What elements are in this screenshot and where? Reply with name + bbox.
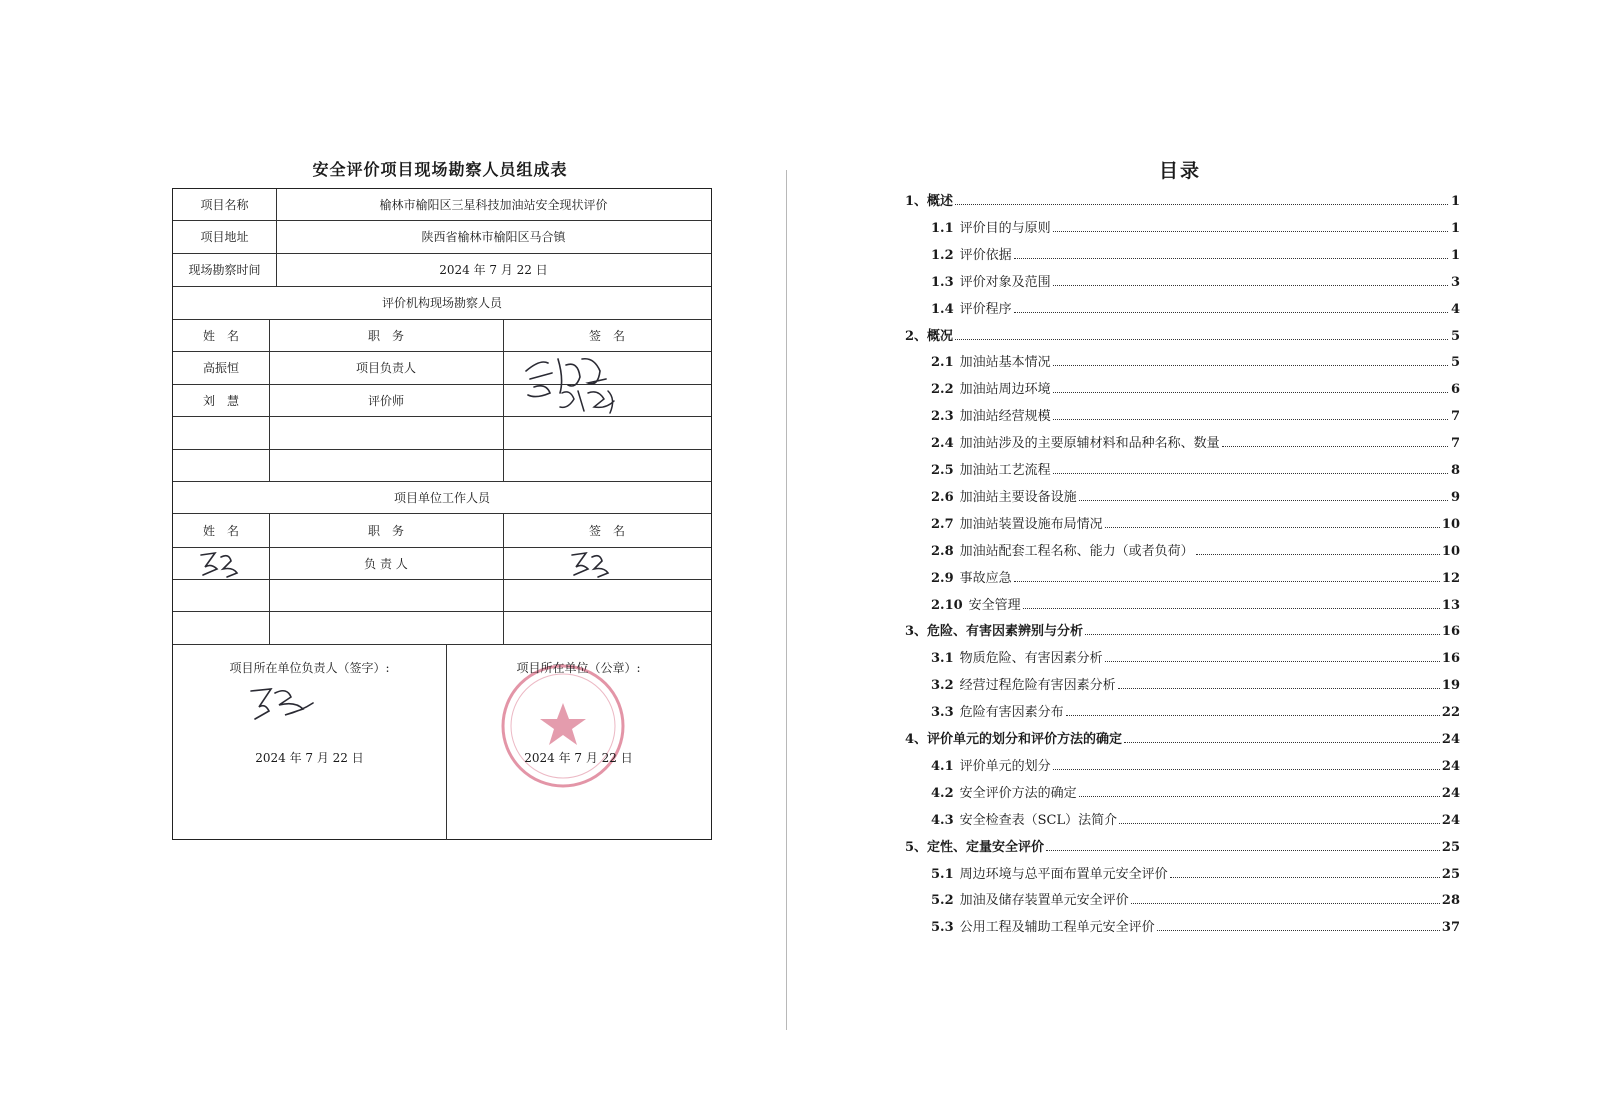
toc-entry-title: 危险、有害因素辨别与分析 <box>927 624 1084 640</box>
toc-entry-number: 5、 <box>905 839 928 855</box>
toc-entry[interactable] <box>931 512 1460 532</box>
toc-entry-page: 6 <box>1450 382 1460 398</box>
toc-dot-leader <box>1046 850 1440 851</box>
toc-entry-title: 加油站工艺流程 <box>959 463 1051 478</box>
toc-entry[interactable] <box>905 727 1460 747</box>
project-name-label: 项目名称 <box>200 198 249 212</box>
toc-entry[interactable] <box>905 324 1460 344</box>
toc-entry[interactable] <box>931 566 1460 586</box>
toc-dot-leader <box>1105 661 1440 662</box>
toc-entry[interactable] <box>931 485 1460 505</box>
toc-entry-page: 24 <box>1441 732 1460 747</box>
project-name-value: 榆林市榆阳区三星科技加油站安全现状评价 <box>379 198 608 212</box>
toc-dot-leader <box>955 339 1448 340</box>
company-seal-stamp <box>498 661 628 791</box>
toc-entry-page: 37 <box>1441 920 1460 936</box>
toc-entry-page: 7 <box>1450 409 1460 425</box>
toc-entry-page: 12 <box>1441 570 1460 586</box>
toc-entry-number: 2.2 <box>931 382 954 398</box>
toc-entry-number: 5.1 <box>931 866 954 882</box>
toc-entry-page: 1 <box>1450 194 1460 209</box>
survey-time-value: 2024 年 7 月 22 日 <box>439 263 548 277</box>
toc-dot-leader <box>1014 258 1448 259</box>
toc-dot-leader <box>1053 365 1448 366</box>
toc-entry[interactable] <box>905 835 1460 855</box>
toc-entry-title: 评价单元的划分和评价方法的确定 <box>927 732 1123 747</box>
toc-entry-page: 10 <box>1441 543 1460 559</box>
toc-entry[interactable] <box>931 404 1460 424</box>
unit-section-heading: 项目单位工作人员 <box>393 490 490 505</box>
toc-entry[interactable] <box>905 619 1460 639</box>
toc-dot-leader <box>1118 688 1440 689</box>
unit-col-sign-header: 签 名 <box>588 523 625 538</box>
toc-entry-title: 评价单元的划分 <box>959 758 1051 774</box>
toc-entry-title: 加油站主要设备设施 <box>959 489 1077 505</box>
survey-personnel-form <box>172 188 712 840</box>
page-spine <box>786 170 787 1030</box>
toc-entry-number: 4.1 <box>931 758 954 774</box>
toc-entry-title: 周边环境与总平面布置单元安全评价 <box>959 866 1168 882</box>
toc-entry-title: 加油站配套工程名称、能力（或者负荷） <box>959 543 1194 559</box>
toc-entry-page: 24 <box>1441 758 1460 774</box>
toc-entry-number: 1.4 <box>931 301 954 317</box>
toc-entry-page: 1 <box>1450 247 1460 263</box>
toc-entry[interactable] <box>931 888 1460 908</box>
unit-seal-date: 2024 年 7 月 22 日 <box>524 750 633 765</box>
toc-dot-leader <box>1053 419 1448 420</box>
toc-dot-leader <box>1105 527 1440 528</box>
toc-entry[interactable] <box>931 377 1460 397</box>
toc-entry[interactable] <box>931 539 1460 559</box>
toc-entry-page: 1 <box>1450 220 1460 236</box>
toc-entry-title: 定性、定量安全评价 <box>927 839 1045 855</box>
col-duty-header: 职 务 <box>367 328 404 343</box>
toc-entry-title: 评价程序 <box>959 301 1012 317</box>
toc-entry-number: 5.2 <box>931 893 954 909</box>
toc-entry[interactable] <box>931 593 1460 613</box>
toc-dot-leader <box>1157 930 1440 931</box>
agency-staff-duty: 评价师 <box>367 393 404 408</box>
toc-entry-page: 16 <box>1441 624 1460 640</box>
toc-dot-leader <box>1196 554 1440 555</box>
toc-entry-title: 加油站涉及的主要原辅材料和品种名称、数量 <box>959 436 1220 452</box>
toc-entry[interactable] <box>931 754 1460 774</box>
toc-dot-leader <box>1014 581 1440 582</box>
agency-staff-duty: 项目负责人 <box>355 361 416 375</box>
toc-entry-page: 10 <box>1441 516 1460 532</box>
unit-staff-duty: 负 责 人 <box>364 556 408 571</box>
agency-staff-name: 刘 慧 <box>202 393 239 408</box>
toc-title: 目录 <box>1158 160 1201 182</box>
unit-seal-label: 项目所在单位（公章）: <box>516 660 641 675</box>
toc-entry-number: 3.1 <box>931 651 954 667</box>
toc-entry-title: 评价依据 <box>959 247 1012 263</box>
toc-entry[interactable] <box>931 808 1460 828</box>
toc-entry-title: 危险有害因素分布 <box>959 705 1064 721</box>
leader-sign-label: 项目所在单位负责人（签字）: <box>229 660 390 675</box>
toc-entry-number: 2.4 <box>931 436 954 452</box>
toc-dot-leader <box>1222 446 1448 447</box>
leader-signature <box>245 681 325 725</box>
toc-entry-number: 1.3 <box>931 274 954 290</box>
toc-entry-number: 1、 <box>905 194 928 209</box>
toc-entry[interactable] <box>931 673 1460 693</box>
toc-dot-leader <box>1053 392 1448 393</box>
toc-entry-number: 2.1 <box>931 355 954 371</box>
toc-entry-title: 安全检查表（SCL）法简介 <box>959 812 1118 828</box>
toc-entry-number: 3、 <box>905 624 928 640</box>
toc-entry-page: 25 <box>1441 866 1460 882</box>
toc-entry[interactable] <box>931 297 1460 317</box>
toc-entry-number: 3.3 <box>931 705 954 721</box>
project-address-value: 陕西省榆林市榆阳区马合镇 <box>421 230 566 244</box>
agency-section-heading: 评价机构现场勘察人员 <box>381 296 502 310</box>
toc-entry-title: 公用工程及辅助工程单元安全评价 <box>959 920 1155 936</box>
toc-entry-page: 25 <box>1441 839 1460 855</box>
toc-dot-leader <box>1119 823 1440 824</box>
toc-entry-title: 安全评价方法的确定 <box>959 785 1077 801</box>
toc-entry-number: 4.3 <box>931 812 954 828</box>
toc-entry[interactable] <box>931 243 1460 263</box>
unit-staff-name-signature <box>195 547 245 581</box>
toc-entry-page: 5 <box>1450 328 1460 344</box>
toc-entry[interactable] <box>931 270 1460 290</box>
toc-entry[interactable] <box>931 646 1460 666</box>
toc-entry[interactable] <box>905 189 1460 209</box>
toc-dot-leader <box>1131 903 1440 904</box>
toc-entry[interactable] <box>931 915 1460 935</box>
toc-entry-number: 5.3 <box>931 920 954 936</box>
toc-entry-title: 事故应急 <box>959 570 1012 586</box>
toc-entry-page: 28 <box>1441 893 1460 909</box>
form-title: 安全评价项目现场勘察人员组成表 <box>312 160 568 179</box>
toc-entry-number: 4.2 <box>931 785 954 801</box>
toc-entry-page: 16 <box>1441 651 1460 667</box>
toc-entry-number: 2.8 <box>931 543 954 559</box>
toc-entry-page: 19 <box>1441 678 1460 694</box>
toc-entry-number: 2.6 <box>931 489 954 505</box>
toc-dot-leader <box>955 204 1448 205</box>
toc-entry-number: 1.1 <box>931 220 954 236</box>
toc-dot-leader <box>1085 634 1440 635</box>
toc-dot-leader <box>1023 608 1440 609</box>
toc-entry-page: 13 <box>1441 597 1460 613</box>
toc-entry-number: 1.2 <box>931 247 954 263</box>
toc-dot-leader <box>1014 312 1448 313</box>
toc-entry-title: 经营过程危险有害因素分析 <box>959 678 1116 694</box>
toc-entry-number: 2.9 <box>931 570 954 586</box>
toc-entry[interactable] <box>931 350 1460 370</box>
toc-entry-number: 2.10 <box>931 597 963 613</box>
toc-entry-number: 2、 <box>905 328 928 344</box>
toc-dot-leader <box>1053 473 1448 474</box>
toc-dot-leader <box>1053 285 1448 286</box>
toc-dot-leader <box>1053 769 1440 770</box>
toc-entry-page: 24 <box>1441 785 1460 801</box>
toc-entry-number: 2.7 <box>931 516 954 532</box>
toc-entry-title: 物质危险、有害因素分析 <box>959 651 1103 667</box>
toc-dot-leader <box>1170 877 1440 878</box>
toc-entry-title: 评价目的与原则 <box>959 220 1051 236</box>
toc-entry[interactable] <box>931 862 1460 882</box>
toc-entry-title: 加油站装置设施布局情况 <box>959 516 1103 532</box>
unit-staff-signature <box>566 547 616 581</box>
toc-entry[interactable] <box>931 458 1460 478</box>
toc-entry-title: 评价对象及范围 <box>959 274 1051 290</box>
toc-entry[interactable] <box>931 216 1460 236</box>
toc-entry-title: 概述 <box>927 194 954 209</box>
toc-dot-leader <box>1079 500 1448 501</box>
agency-signatures <box>518 349 628 419</box>
toc-entry[interactable] <box>931 700 1460 720</box>
agency-staff-name: 高振恒 <box>202 361 239 375</box>
unit-col-duty-header: 职 务 <box>367 523 404 538</box>
col-name-header: 姓 名 <box>202 328 239 343</box>
toc-entry-number: 2.5 <box>931 463 954 478</box>
survey-time-label: 现场勘察时间 <box>188 263 261 277</box>
toc-entry[interactable] <box>931 431 1460 451</box>
toc-entry-page: 5 <box>1450 355 1460 371</box>
toc-entry-number: 3.2 <box>931 678 954 694</box>
toc-entry-number: 4、 <box>905 732 928 747</box>
toc-entry-title: 加油及储存装置单元安全评价 <box>959 893 1129 909</box>
unit-col-name-header: 姓 名 <box>202 523 239 538</box>
toc-dot-leader <box>1124 742 1440 743</box>
toc-entry-title: 加油站基本情况 <box>959 355 1051 371</box>
toc-entry-page: 9 <box>1450 489 1460 505</box>
toc-entry-number: 2.3 <box>931 409 954 425</box>
toc-entry-page: 22 <box>1441 705 1460 721</box>
toc-dot-leader <box>1079 796 1440 797</box>
toc-entry-page: 8 <box>1450 463 1460 478</box>
toc-dot-leader <box>1066 715 1440 716</box>
toc-entry-page: 7 <box>1450 436 1460 452</box>
toc-entry-title: 加油站经营规模 <box>959 409 1051 425</box>
toc-entry-page: 24 <box>1441 812 1460 828</box>
toc-entry-title: 加油站周边环境 <box>959 382 1051 398</box>
toc-entry-page: 4 <box>1450 301 1460 317</box>
toc-entry-title: 概况 <box>927 328 954 344</box>
col-sign-header: 签 名 <box>588 328 625 343</box>
toc-dot-leader <box>1053 231 1448 232</box>
toc-entry[interactable] <box>931 781 1460 801</box>
leader-sign-date: 2024 年 7 月 22 日 <box>255 750 364 765</box>
toc-entry-title: 安全管理 <box>968 597 1021 613</box>
project-address-label: 项目地址 <box>200 230 249 244</box>
toc-entry-page: 3 <box>1450 274 1460 290</box>
